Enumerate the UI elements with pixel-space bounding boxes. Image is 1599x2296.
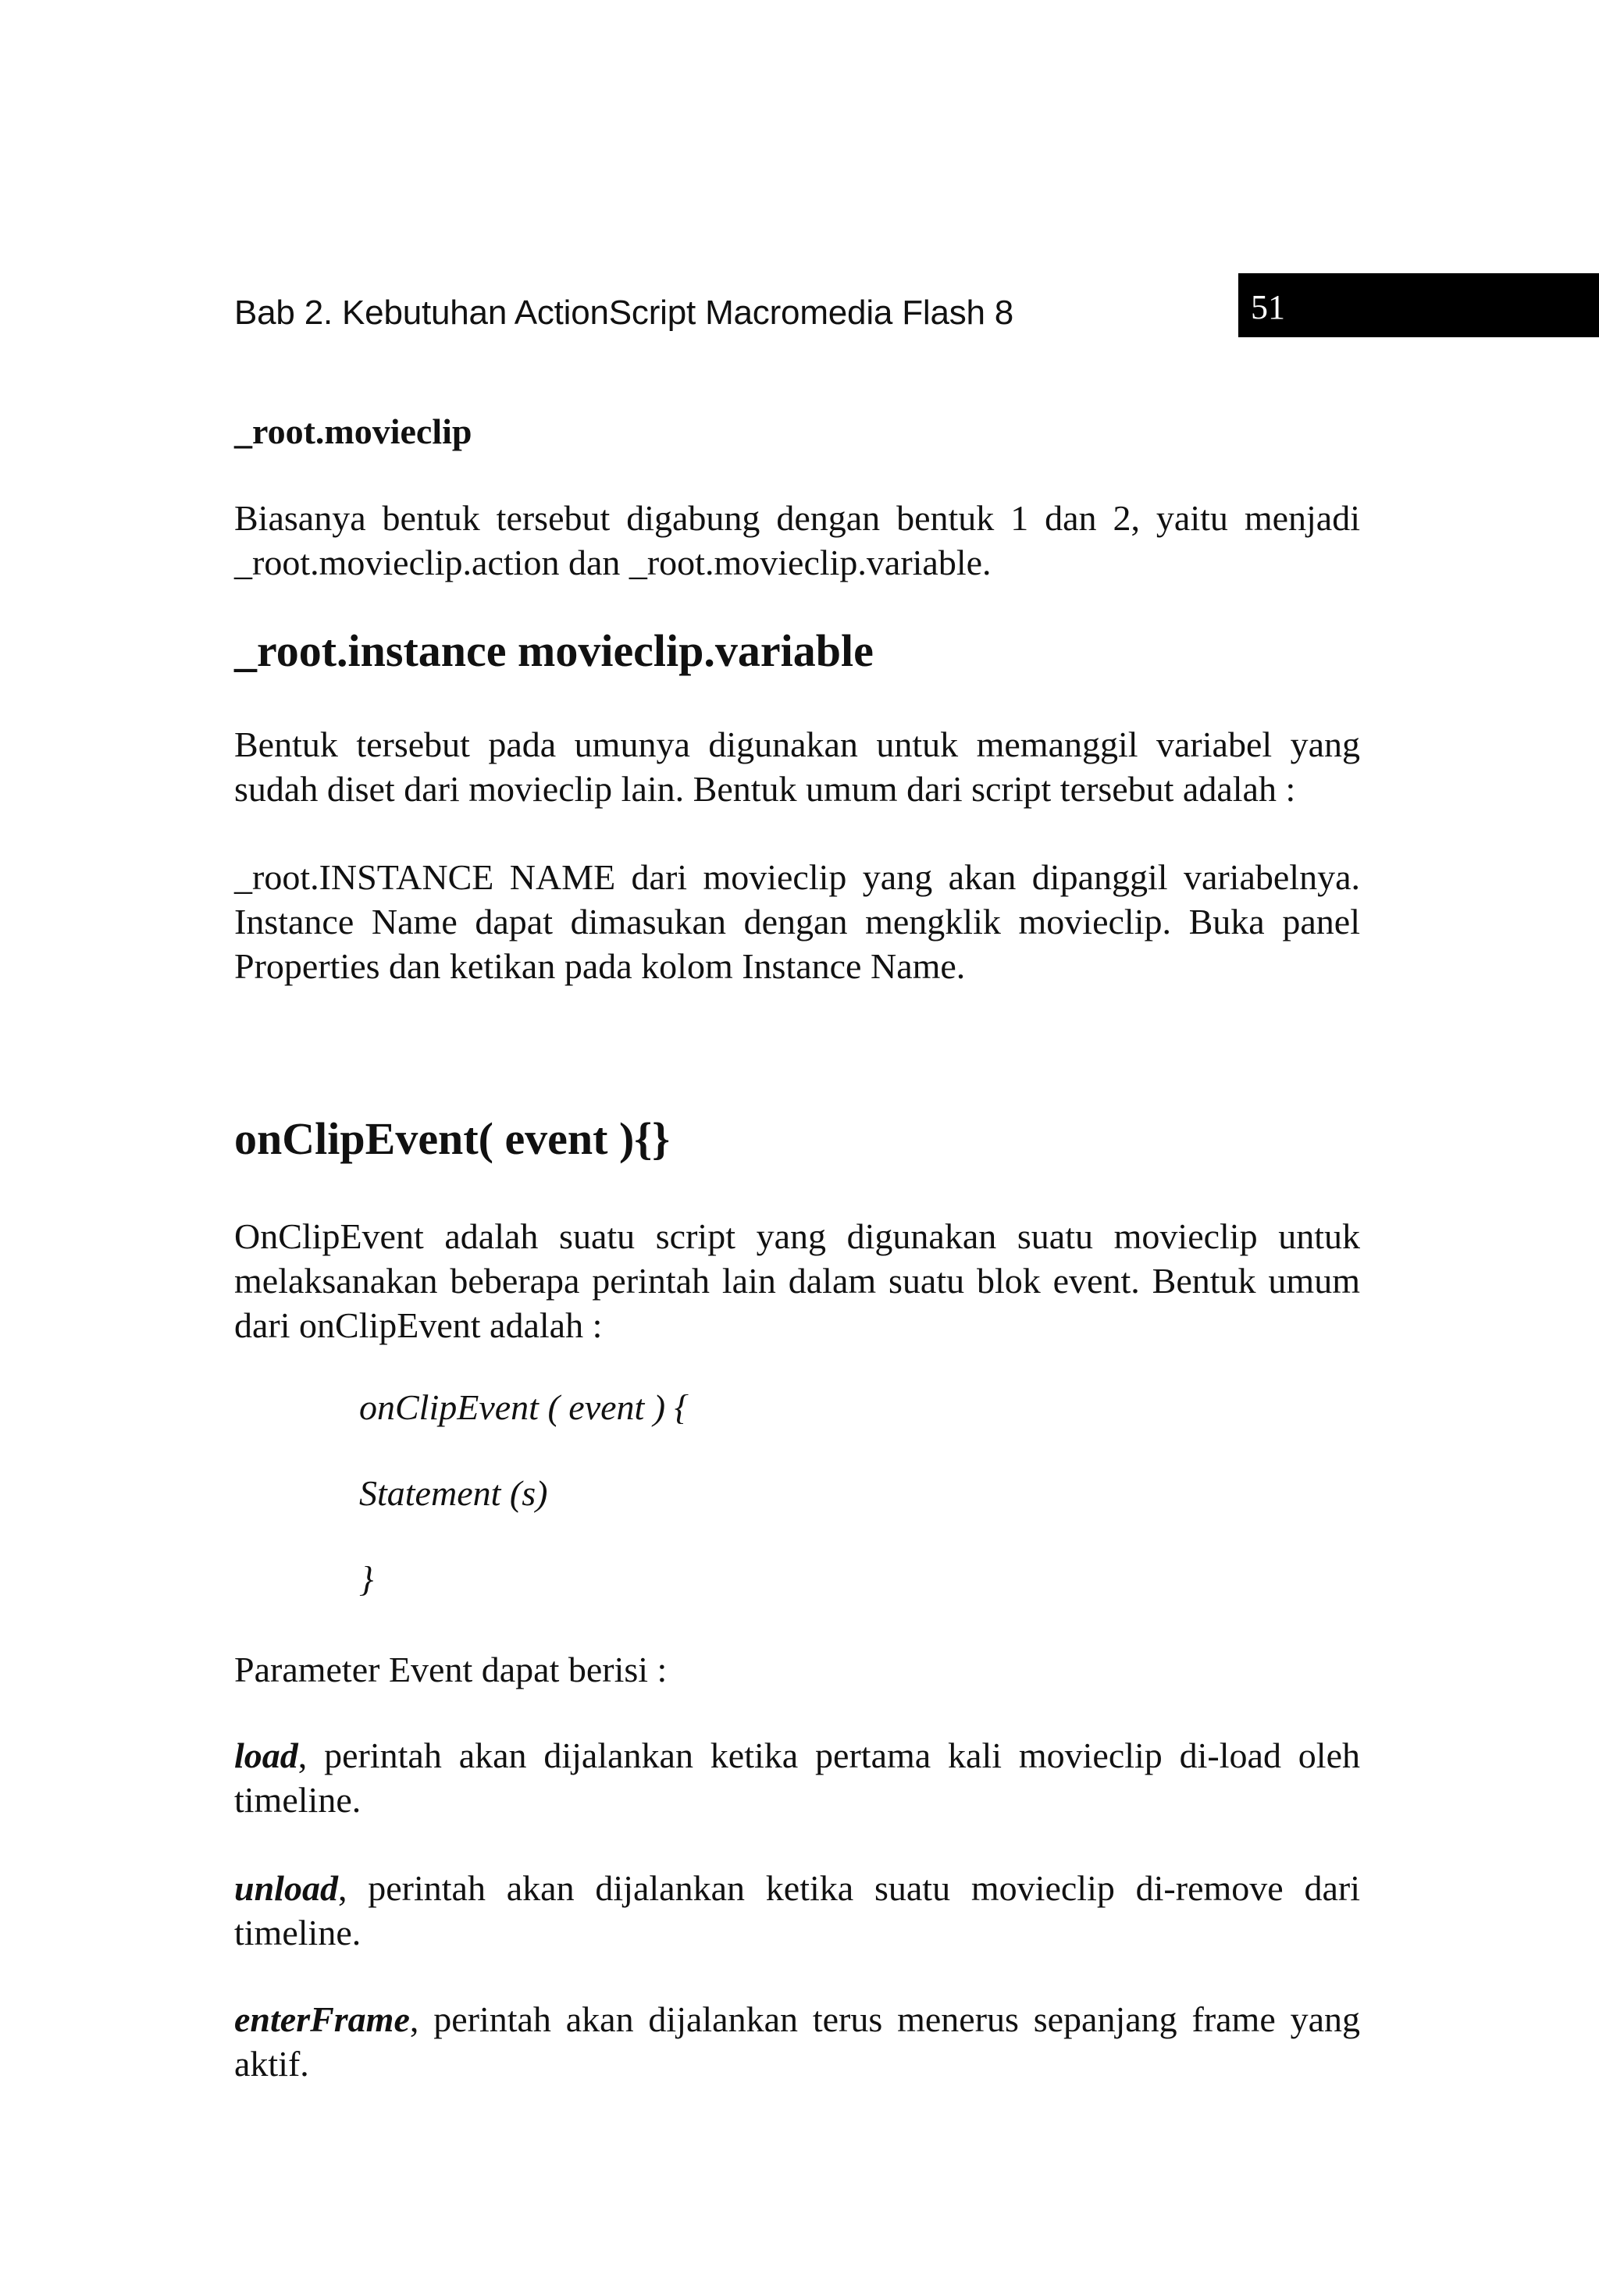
- heading-root-instance-variable: _root.instance movieclip.variable: [234, 625, 874, 676]
- param-item-unload: [234, 1866, 1360, 1955]
- param-description: , perintah akan dijalankan ketika suatu movieclip di-remove dari timeline.: [234, 1868, 1360, 1952]
- page-number-tab: [1238, 273, 1599, 337]
- param-item-load: [234, 1733, 1360, 1822]
- code-line-statement: Statement (s): [359, 1473, 548, 1513]
- paragraph-root-instance-2: _root.INSTANCE NAME dari movieclip yang akan dipanggil variabelnya. Instance Name dapat dimasukan dengan mengklik movieclip. Buka panel Properties dan ketikan pada kolom Instance Name.: [234, 857, 1360, 986]
- running-header-title: Bab 2. Kebutuhan ActionScript Macromedia Flash 8: [234, 294, 1014, 332]
- param-term: enterFrame: [234, 1999, 410, 2039]
- heading-root-movieclip: _root.movieclip: [234, 411, 472, 451]
- param-item-enterframe: [234, 1997, 1360, 2086]
- code-line-close: }: [359, 1559, 374, 1599]
- param-term: unload: [234, 1868, 338, 1908]
- paragraph-root-movieclip: Biasanya bentuk tersebut digabung dengan bentuk 1 dan 2, yaitu menjadi _root.movieclip.action dan _root.movieclip.variable.: [234, 498, 1360, 582]
- heading-onclipevent: onClipEvent( event ){}: [234, 1113, 671, 1164]
- param-term: load: [234, 1735, 298, 1775]
- page-number: 51: [1251, 288, 1285, 326]
- paragraph-onclipevent: OnClipEvent adalah suatu script yang digunakan suatu movieclip untuk melaksanakan beberapa perintah lain dalam suatu blok event. Bentuk umum dari onClipEvent adalah :: [234, 1216, 1360, 1345]
- paragraph-parameter-intro: Parameter Event dapat berisi :: [234, 1650, 668, 1689]
- code-line-open: onClipEvent ( event ) {: [359, 1387, 689, 1427]
- paragraph-root-instance-1: Bentuk tersebut pada umunya digunakan untuk memanggil variabel yang sudah diset dari movieclip lain. Bentuk umum dari script tersebut adalah :: [234, 724, 1360, 809]
- param-description: , perintah akan dijalankan terus menerus sepanjang frame yang aktif.: [234, 1999, 1360, 2084]
- param-description: , perintah akan dijalankan ketika pertama kali movieclip di-load oleh timeline.: [234, 1735, 1360, 1820]
